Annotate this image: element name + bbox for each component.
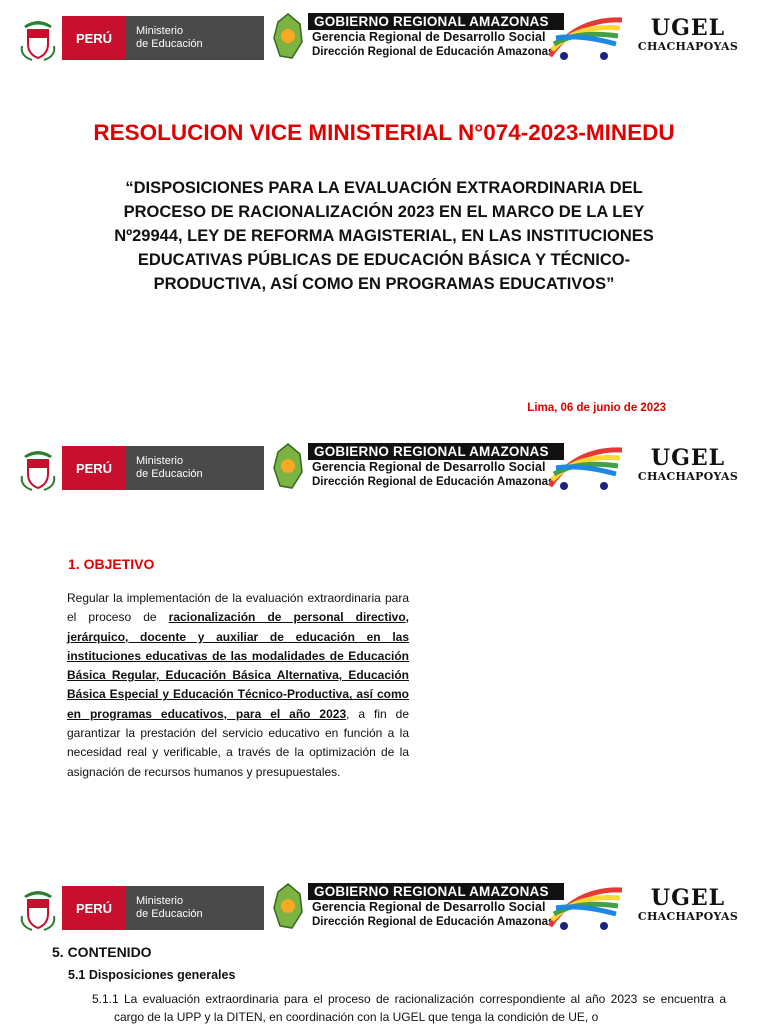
slide-3	[0, 870, 768, 1024]
slide-1	[0, 0, 768, 430]
slide-2	[0, 430, 768, 870]
gerencia-label: Gerencia Regional de Desarrollo Social	[312, 30, 546, 44]
gobierno-regional-title: GOBIERNO REGIONAL AMAZONAS	[308, 883, 564, 900]
peru-coat-of-arms-icon	[18, 16, 58, 62]
peru-coat-of-arms-icon	[18, 446, 58, 492]
gobierno-regional-block	[308, 883, 564, 933]
ministerio-label: Ministerio de Educación	[126, 16, 264, 60]
header-banner	[18, 12, 750, 66]
contenido-heading: 5. CONTENIDO	[52, 944, 152, 960]
ugel-wordmark: UGEL CHACHAPOYAS	[637, 885, 739, 923]
disposiciones-generales-heading: 5.1 Disposiciones generales	[68, 968, 236, 982]
direccion-label: Dirección Regional de Educación Amazonas	[312, 916, 555, 928]
ugel-colorful-swoosh-icon	[546, 882, 626, 934]
gerencia-label: Gerencia Regional de Desarrollo Social	[312, 460, 546, 474]
resolution-date: Lima, 06 de junio de 2023	[527, 402, 666, 414]
direccion-label: Dirección Regional de Educación Amazonas	[312, 46, 555, 58]
resolution-title: RESOLUCION VICE MINISTERIAL N°074-2023-MINEDU	[93, 120, 675, 145]
objective-body: Regular la implementación de la evaluación extraordinaria para el proceso de racionalización de personal directivo, jerárquico, docente y auxiliar de educación en las instituciones educativas de las modalidades de Educación Básica Regular, Educación Básica Alternativa, Educación Básica Especial y Educación Técnico-Productiva, así como en programas educativos, para el año 2023, a fin de garantizar la prestación del servicio educativo en función a la necesidad real y verificable, a través de la optimización de la asignación de recursos humanos y presupuestales.	[67, 591, 410, 779]
amazonas-region-logo-icon	[270, 442, 306, 492]
header-banner	[18, 442, 750, 496]
peru-label: PERÚ	[62, 446, 126, 490]
direccion-label: Dirección Regional de Educación Amazonas	[312, 476, 555, 488]
ministerio-label: Ministerio de Educación	[126, 886, 264, 930]
ugel-wordmark: UGEL CHACHAPOYAS	[637, 445, 739, 483]
paragraph-5-1-1: 5.1.1 La evaluación extraordinaria para el proceso de racionalización correspondiente al año 2023 se encuentra a cargo de la UPP y la DITEN, en coordinación con la UGEL que tenga la condición de UE, o	[92, 992, 726, 1024]
gobierno-regional-block	[308, 443, 564, 493]
peru-label: PERÚ	[62, 16, 126, 60]
gerencia-label: Gerencia Regional de Desarrollo Social	[312, 900, 546, 914]
peru-coat-of-arms-icon	[18, 886, 58, 932]
amazonas-region-logo-icon	[270, 12, 306, 62]
gobierno-regional-title: GOBIERNO REGIONAL AMAZONAS	[308, 443, 564, 460]
ugel-wordmark: UGEL CHACHAPOYAS	[637, 15, 739, 53]
gobierno-regional-block	[308, 13, 564, 63]
objective-emphasis: racionalización de personal directivo, jerárquico, docente y auxiliar de educación en las instituciones educativas de las modalidades de Educación Básica Regular, Educación Básica Alternativa, Educación Básica Especial y Educación Técnico-Productiva, así como en programas educativos, para el año 2023	[67, 610, 409, 721]
ugel-colorful-swoosh-icon	[546, 442, 626, 494]
header-banner	[18, 882, 750, 936]
resolution-subtitle: “DISPOSICIONES PARA LA EVALUACIÓN EXTRAORDINARIA DEL PROCESO DE RACIONALIZACIÓN 2023 EN EL MARCO DE LA LEY Nº29944, LEY DE REFORMA MAGISTERIAL, EN LAS INSTITUCIONES EDUCATIVAS PÚBLICAS DE EDUCACIÓN BÁSICA Y TÉCNICO-PRODUCTIVA, ASÍ COMO EN PROGRAMAS EDUCATIVOS”	[114, 179, 654, 293]
objective-heading: 1. OBJETIVO	[68, 556, 155, 572]
peru-label: PERÚ	[62, 886, 126, 930]
ministerio-label: Ministerio de Educación	[126, 446, 264, 490]
amazonas-region-logo-icon	[270, 882, 306, 932]
ugel-colorful-swoosh-icon	[546, 12, 626, 64]
gobierno-regional-title: GOBIERNO REGIONAL AMAZONAS	[308, 13, 564, 30]
